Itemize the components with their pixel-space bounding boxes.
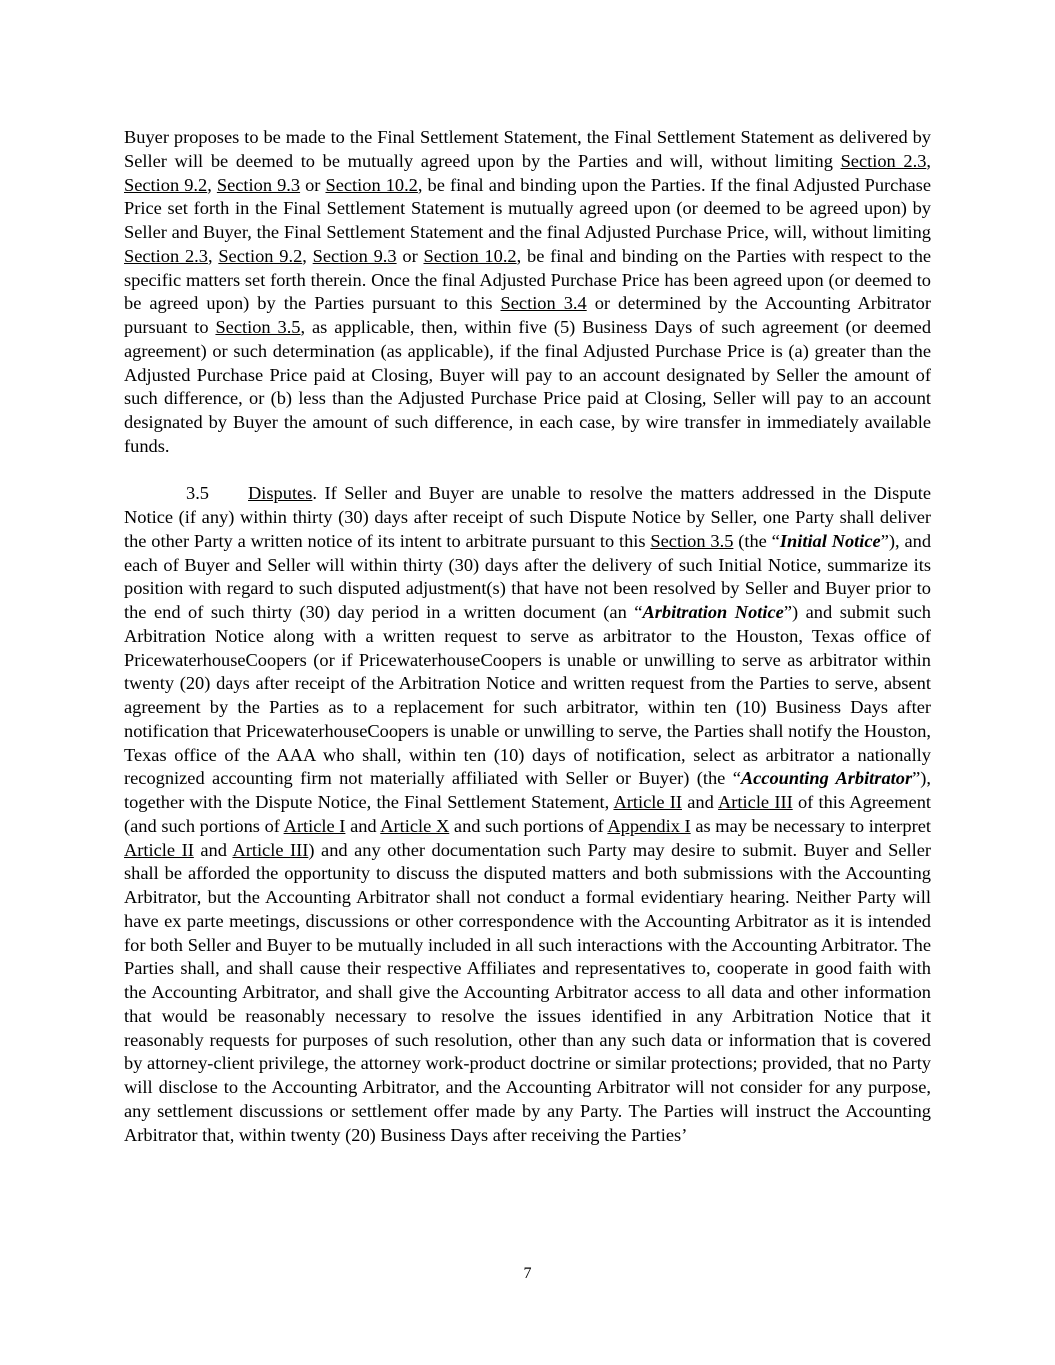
cross-reference-link: Section 2.3 — [840, 150, 927, 171]
cross-reference-link: Section 9.2 — [218, 245, 303, 266]
cross-reference-link: Section 3.5 — [650, 530, 734, 551]
cross-reference-link: Section 3.4 — [500, 293, 587, 314]
section-3-5-paragraph: 3.5 Disputes. If Seller and Buyer are unable to resolve the matters addressed in the Dispute Notice (if any) within thirty (30) days after receipt of such Dispute Notice by Seller, one Party shall deliver the other Party a written notice of its intent to arbitrate pursuant to this Section 3.5 (the “Initial Notice”), and each of Buyer and Seller will within thirty (30) days after the delivery of such Initial Notice, summarize its position with regard to such disputed adjustment(s) that have not been resolved by Seller and Buyer prior to the end of such thirty (30) day period in a written document (an “Arbitration Notice”) and submit such Arbitration Notice along with a written request to serve as arbitrator to the Houston, Texas office of PricewaterhouseCoopers (or if PricewaterhouseCoopers is unable or unwilling to serve as arbitrator within twenty (20) days after receipt of the Arbitration Notice and written request from the Parties to serve, absent agreement by the Parties as to a replacement for such arbitrator, within ten (10) Business Days after notification that PricewaterhouseCoopers is unable or unwilling to serve, the Parties shall notify the Houston, Texas office of the AAA who shall, within ten (10) days of notification, select as arbitrator a nationally recognized accounting firm not materially affiliated with Seller or Buyer) (the “Accounting Arbitrator”), together with the Dispute Notice, the Final Settlement Statement, Article II and Article III of this Agreement (and such portions of Article I and Article X and such portions of Appendix I as may be necessary to interpret Article II and Article III) and any other documentation such Party may desire to submit. Buyer and Seller shall be afforded the opportunity to discuss the disputed matters and both submissions with the Accounting Arbitrator, but the Accounting Arbitrator shall not conduct a formal evidentiary hearing. Neither Party will have ex parte meetings, discussions or other correspondence with the Accounting Arbitrator as it is intended for both Seller and Buyer to be mutually included in all such interactions with the Accounting Arbitrator. The Parties shall, and shall cause their respective Affiliates and representatives to, cooperate in good faith with the Accounting Arbitrator, and shall give the Accounting Arbitrator access to all data and other information that would be reasonably necessary to resolve the issues identified in any Arbitration Notice that it reasonably requests for purposes of such resolution, other than any such data or information that is covered by attorney-client privilege, the attorney work-product doctrine or similar protections; provided, that no Party will disclose to the Accounting Arbitrator, and the Accounting Arbitrator will not consider for any purpose, any settlement discussions or settlement offer made by any Party. The Parties will instruct the Accounting Arbitrator that, within twenty (20) Business Days after receiving the Parties’ — [124, 483, 932, 1145]
defined-term: Initial Notice — [779, 530, 881, 551]
section-number: 3.5 — [186, 483, 209, 504]
cross-reference-link: Article II — [124, 839, 194, 860]
paragraph-continuation: Buyer proposes to be made to the Final Settlement Statement, the Final Settlement Statement as delivered by Seller will be deemed to be mutually agreed upon by the Parties and will, without limiting Section 2.3, Section 9.2, Section 9.3 or Section 10.2, be final and binding upon the Parties. If the final Adjusted Purchase Price set forth in the Final Settlement Statement is mutually agreed upon (or deemed to be agreed upon) by Seller and Buyer, the Final Settlement Statement and the final Adjusted Purchase Price, will, without limiting Section 2.3, Section 9.2, Section 9.3 or Section 10.2, be final and binding on the Parties with respect to the specific matters set forth therein. Once the final Adjusted Purchase Price has been agreed upon (or deemed to be agreed upon) by the Parties pursuant to this Section 3.4 or determined by the Accounting Arbitrator pursuant to Section 3.5, as applicable, then, within five (5) Business Days of such agreement (or deemed agreement) or such determination (as applicable), if the final Adjusted Purchase Price is (a) greater than the Adjusted Purchase Price paid at Closing, Buyer will pay to an account designated by Seller the amount of such difference, or (b) less than the Adjusted Purchase Price paid at Closing, Seller will pay to an account designated by Buyer the amount of such difference, in each case, by wire transfer in immediately available funds. — [124, 127, 932, 456]
cross-reference-link: Section 9.3 — [216, 174, 301, 195]
page-number: 7 — [523, 1265, 532, 1282]
cross-reference-link: Article II — [613, 792, 682, 812]
cross-reference-link: Section 3.5 — [215, 317, 301, 337]
section-heading: Disputes — [248, 483, 313, 504]
cross-reference-link: Section 9.3 — [312, 245, 397, 266]
defined-term: Arbitration Notice — [642, 602, 784, 622]
cross-reference-link: Appendix I — [607, 815, 691, 836]
cross-reference-link: Section 2.3 — [124, 245, 208, 266]
cross-reference-link: Section 10.2 — [423, 245, 517, 266]
cross-reference-link: Article X — [380, 815, 450, 836]
body-text — [124, 126, 931, 1147]
cross-reference-link: Section 9.2 — [124, 174, 208, 195]
cross-reference-link: Article I — [283, 815, 346, 836]
cross-reference-link: Article III — [718, 792, 793, 812]
defined-term: Accounting Arbitrator — [740, 768, 913, 789]
cross-reference-link: Section 10.2 — [325, 174, 418, 195]
cross-reference-link: Article III — [232, 839, 309, 860]
